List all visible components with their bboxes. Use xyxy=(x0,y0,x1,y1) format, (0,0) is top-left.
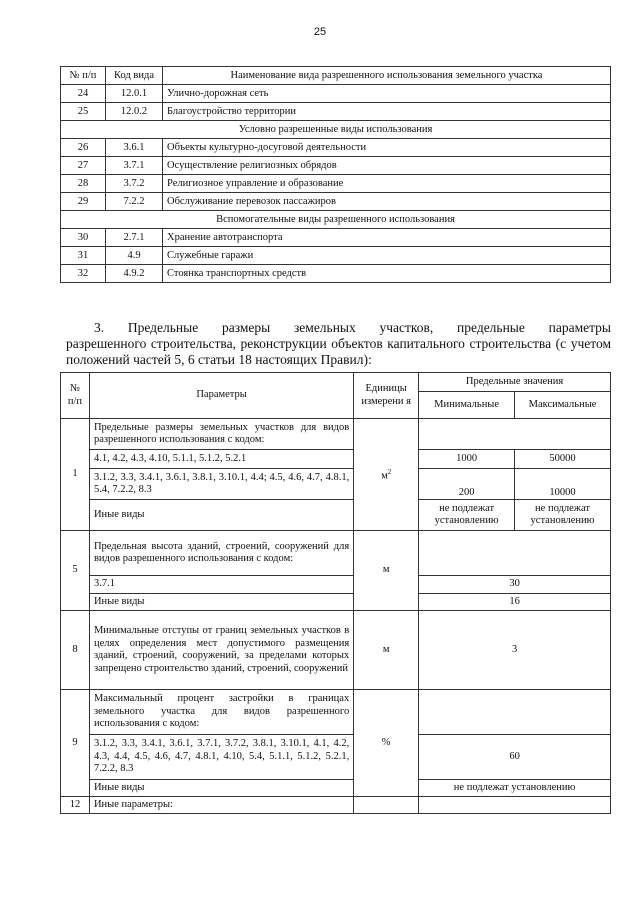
table-row xyxy=(61,780,611,797)
row-number: 8 xyxy=(61,611,90,690)
parameters-table xyxy=(60,372,611,814)
row-param-title: Предельная высота зданий, строений, сооружений для видов разрешенного использования с кодом: xyxy=(89,531,353,576)
empty-cell xyxy=(419,419,611,450)
row-name: Улично-дорожная сеть xyxy=(163,85,611,103)
table-row xyxy=(61,797,611,814)
empty-cell xyxy=(354,797,419,814)
row-name: Обслуживание перевозок пассажиров xyxy=(163,193,611,211)
col-header-code: Код вида xyxy=(106,67,163,85)
table-row xyxy=(61,735,611,780)
section-row xyxy=(61,121,611,139)
row-other: Иные виды xyxy=(89,594,353,611)
row-name: Религиозное управление и образование xyxy=(163,175,611,193)
row-number: 12 xyxy=(61,797,90,814)
row-param-text: Минимальные отступы от границ земельных участков в целях определения мест допустимого размещения зданий, строений, сооружений, за пределами которых запрещено строительство зданий, строений, сооружений xyxy=(89,611,353,690)
row-value: не подлежат установлению xyxy=(419,780,611,797)
row-number: 27 xyxy=(61,157,106,175)
row-unit xyxy=(354,419,419,531)
col-header-max: Максимальные xyxy=(515,392,611,419)
row-name: Осуществление религиозных обрядов xyxy=(163,157,611,175)
row-name: Объекты культурно-досуговой деятельности xyxy=(163,139,611,157)
paragraph-first-line: 3. Предельные размеры земельных участков, предельные параметры xyxy=(94,320,611,335)
row-code: 3.7.2 xyxy=(106,175,163,193)
section-row xyxy=(61,211,611,229)
table-row xyxy=(61,229,611,247)
row-number: 28 xyxy=(61,175,106,193)
col-header-limits: Предельные значения xyxy=(419,373,611,392)
table-row xyxy=(61,85,611,103)
table-row xyxy=(61,594,611,611)
section-auxiliary-title: Вспомогательные виды разрешенного использования xyxy=(61,211,611,229)
row-number: 30 xyxy=(61,229,106,247)
col-header-parameters: Параметры xyxy=(89,373,353,419)
table-row xyxy=(61,611,611,690)
col-header-number: № п/п xyxy=(61,67,106,85)
row-unit: м xyxy=(354,611,419,690)
row-codes: 3.7.1 xyxy=(89,576,353,594)
row-value: 60 xyxy=(419,735,611,780)
col-header-number: № п/п xyxy=(61,373,90,419)
row-name: Стоянка транспортных средств xyxy=(163,265,611,283)
section-conditional-title: Условно разрешенные виды использования xyxy=(61,121,611,139)
table-row xyxy=(61,193,611,211)
row-number: 25 xyxy=(61,103,106,121)
row-number: 26 xyxy=(61,139,106,157)
row-number: 32 xyxy=(61,265,106,283)
col-header-name: Наименование вида разрешенного использования земельного участка xyxy=(163,67,611,85)
row-codes: 3.1.2, 3.3, 3.4.1, 3.6.1, 3.7.1, 3.7.2, 3.8.1, 3.10.1, 4.1, 4.2, 4.3, 4.4, 4.5, 4.6, 4.7, 4.8.1, 4.10, 5.4, 5.1.1, 5.1.2, 5.2.1, 7.2.2, 8.3 xyxy=(89,735,353,780)
row-other: Иные виды xyxy=(89,780,353,797)
row-codes: 3.1.2, 3.3, 3.4.1, 3.6.1, 3.8.1, 3.10.1, 4.4; 4.5, 4.6, 4.7, 4.8.1, 5.4, 7.2.2, 8.3 xyxy=(89,469,353,500)
table-row xyxy=(61,139,611,157)
page-number: 25 xyxy=(313,26,327,38)
table-row xyxy=(61,450,611,469)
row-other: Иные виды xyxy=(89,500,353,531)
row-max: 50000 xyxy=(515,450,611,469)
empty-cell xyxy=(419,690,611,735)
section-3-paragraph xyxy=(66,320,611,368)
row-param-title: Предельные размеры земельных участков для видов разрешенного использования с кодом: xyxy=(89,419,353,450)
table-row xyxy=(61,175,611,193)
table-row xyxy=(61,500,611,531)
empty-cell xyxy=(419,797,611,814)
table-row xyxy=(61,469,611,500)
row-code: 7.2.2 xyxy=(106,193,163,211)
row-code: 3.6.1 xyxy=(106,139,163,157)
row-number: 24 xyxy=(61,85,106,103)
table-header-row xyxy=(61,373,611,392)
row-min: 200 xyxy=(419,469,515,500)
col-header-min: Минимальные xyxy=(419,392,515,419)
row-unit: м xyxy=(354,531,419,611)
row-min: 1000 xyxy=(419,450,515,469)
table-row xyxy=(61,157,611,175)
row-code: 4.9 xyxy=(106,247,163,265)
row-value: 30 xyxy=(419,576,611,594)
unit-text: м xyxy=(381,470,388,482)
paragraph-rest: разрешенного строительства, реконструкции объектов капитального строительства (с учетом положений частей 5, 6 статьи 18 настоящих Правил): xyxy=(66,336,611,367)
col-header-units: Единицы измерени я xyxy=(354,373,419,419)
row-min: не подлежат установлению xyxy=(419,500,515,531)
row-param-title: Максимальный процент застройки в границах земельного участка для видов разрешенного использования с кодом: xyxy=(89,690,353,735)
row-number: 29 xyxy=(61,193,106,211)
table-row xyxy=(61,576,611,594)
table-row xyxy=(61,531,611,576)
table-header-row xyxy=(61,67,611,85)
row-max: не подлежат установлению xyxy=(515,500,611,531)
row-code: 3.7.1 xyxy=(106,157,163,175)
row-value: 3 xyxy=(419,611,611,690)
row-param-text: Иные параметры: xyxy=(89,797,353,814)
row-code: 12.0.1 xyxy=(106,85,163,103)
row-number: 31 xyxy=(61,247,106,265)
row-value: 16 xyxy=(419,594,611,611)
row-code: 12.0.2 xyxy=(106,103,163,121)
unit-superscript: 2 xyxy=(387,468,392,476)
row-unit: % xyxy=(354,690,419,797)
row-number: 9 xyxy=(61,690,90,797)
empty-cell xyxy=(419,531,611,576)
permitted-use-table xyxy=(60,66,611,283)
row-name: Хранение автотранспорта xyxy=(163,229,611,247)
table-row xyxy=(61,690,611,735)
table-row xyxy=(61,419,611,450)
row-max: 10000 xyxy=(515,469,611,500)
row-number: 5 xyxy=(61,531,90,611)
row-code: 2.7.1 xyxy=(106,229,163,247)
row-name: Благоустройство территории xyxy=(163,103,611,121)
row-codes: 4.1, 4.2, 4.3, 4.10, 5.1.1, 5.1.2, 5.2.1 xyxy=(89,450,353,469)
row-code: 4.9.2 xyxy=(106,265,163,283)
row-name: Служебные гаражи xyxy=(163,247,611,265)
table-row xyxy=(61,265,611,283)
row-number: 1 xyxy=(61,419,90,531)
table-row xyxy=(61,247,611,265)
table-row xyxy=(61,103,611,121)
